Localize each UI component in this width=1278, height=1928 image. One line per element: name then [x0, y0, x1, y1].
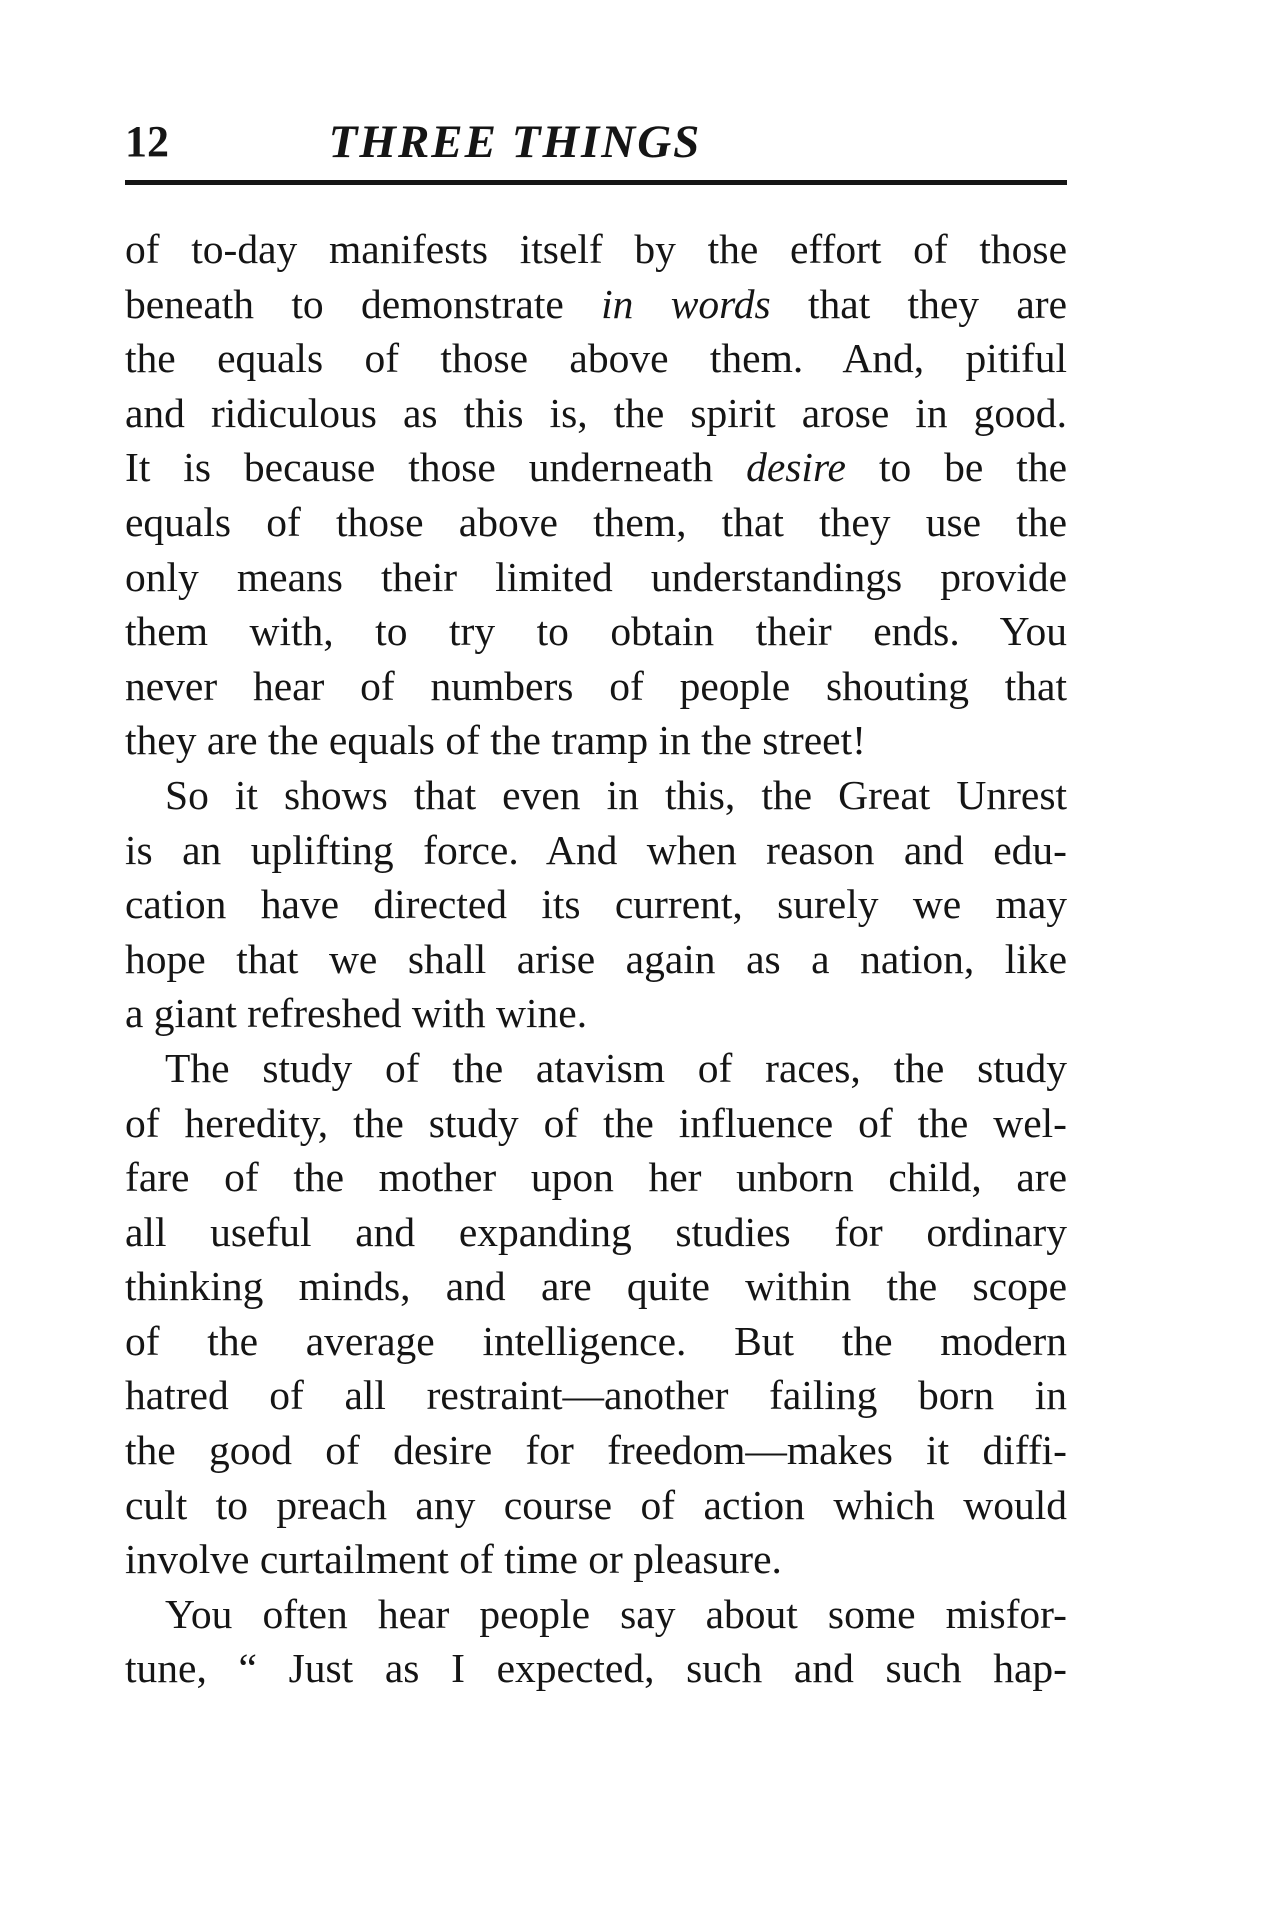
- text-line: [125, 768, 1067, 823]
- text-line: [125, 1041, 1067, 1096]
- text-segment: tune, “ Just as I expected, such and such hap-: [125, 1645, 1067, 1692]
- text-segment: equals of those above them, that they use the: [125, 498, 1067, 545]
- text-line: [125, 222, 1067, 277]
- text-segment: that they are: [770, 280, 1067, 327]
- text-line: [125, 1532, 1067, 1587]
- body-text: [125, 222, 1067, 1696]
- text-segment: beneath to demonstrate: [125, 280, 602, 327]
- text-line: [125, 1259, 1067, 1314]
- running-title: THREE THINGS: [328, 116, 702, 168]
- page-number: 12: [125, 117, 169, 166]
- text-segment: a giant refreshed with wine.: [125, 990, 588, 1037]
- text-line: [125, 440, 1067, 495]
- text-line: [125, 1478, 1067, 1533]
- text-segment: to be the: [845, 444, 1067, 491]
- text-segment: the equals of those above them. And, pitiful: [125, 335, 1067, 382]
- text-segment: fare of the mother upon her unborn child, are: [125, 1154, 1067, 1201]
- page-header: [125, 112, 1067, 182]
- text-segment: The study of the atavism of races, the study: [165, 1044, 1067, 1091]
- text-segment: of the average intelligence. But the modern: [125, 1317, 1067, 1364]
- text-line: [125, 1150, 1067, 1205]
- italic-text: desire: [746, 444, 846, 491]
- text-line: [125, 986, 1067, 1041]
- text-segment: hatred of all restraint—another failing born in: [125, 1372, 1067, 1419]
- text-segment: hope that we shall arise again as a nation, like: [125, 935, 1067, 982]
- text-line: [125, 1205, 1067, 1260]
- text-line: [125, 1314, 1067, 1369]
- text-line: [125, 1423, 1067, 1478]
- text-segment: and ridiculous as this is, the spirit arose in good.: [125, 389, 1067, 436]
- italic-text: in words: [601, 280, 771, 327]
- text-segment: never hear of numbers of people shouting that: [125, 662, 1067, 709]
- text-line: [125, 1641, 1067, 1696]
- text-segment: So it shows that even in this, the Great Unrest: [165, 771, 1067, 818]
- text-line: [125, 823, 1067, 878]
- text-line: [125, 659, 1067, 714]
- header-rule: [125, 180, 1067, 185]
- text-segment: all useful and expanding studies for ordinary: [125, 1208, 1067, 1255]
- text-segment: It is because those underneath: [125, 444, 747, 491]
- text-line: [125, 713, 1067, 768]
- text-segment: thinking minds, and are quite within the scope: [125, 1263, 1067, 1310]
- text-segment: only means their limited understandings provide: [125, 553, 1067, 600]
- text-segment: the good of desire for freedom—makes it diffi-: [125, 1427, 1067, 1474]
- text-line: [125, 550, 1067, 605]
- text-segment: You often hear people say about some misfor-: [165, 1590, 1067, 1637]
- text-segment: them with, to try to obtain their ends. You: [125, 608, 1067, 655]
- text-segment: cation have directed its current, surely we may: [125, 881, 1067, 928]
- text-line: [125, 604, 1067, 659]
- text-line: [125, 1096, 1067, 1151]
- text-line: [125, 495, 1067, 550]
- text-segment: cult to preach any course of action which would: [125, 1481, 1067, 1528]
- text-line: [125, 932, 1067, 987]
- text-segment: of to-day manifests itself by the effort of those: [125, 226, 1067, 272]
- text-line: [125, 386, 1067, 441]
- text-line: [125, 877, 1067, 932]
- text-segment: of heredity, the study of the influence of the wel-: [125, 1099, 1067, 1146]
- text-segment: they are the equals of the tramp in the street!: [125, 717, 866, 764]
- text-line: [125, 331, 1067, 386]
- text-segment: involve curtailment of time or pleasure.: [125, 1536, 782, 1583]
- text-line: [125, 277, 1067, 332]
- text-line: [125, 1368, 1067, 1423]
- text-segment: is an uplifting force. And when reason and edu-: [125, 826, 1067, 873]
- text-line: [125, 1587, 1067, 1642]
